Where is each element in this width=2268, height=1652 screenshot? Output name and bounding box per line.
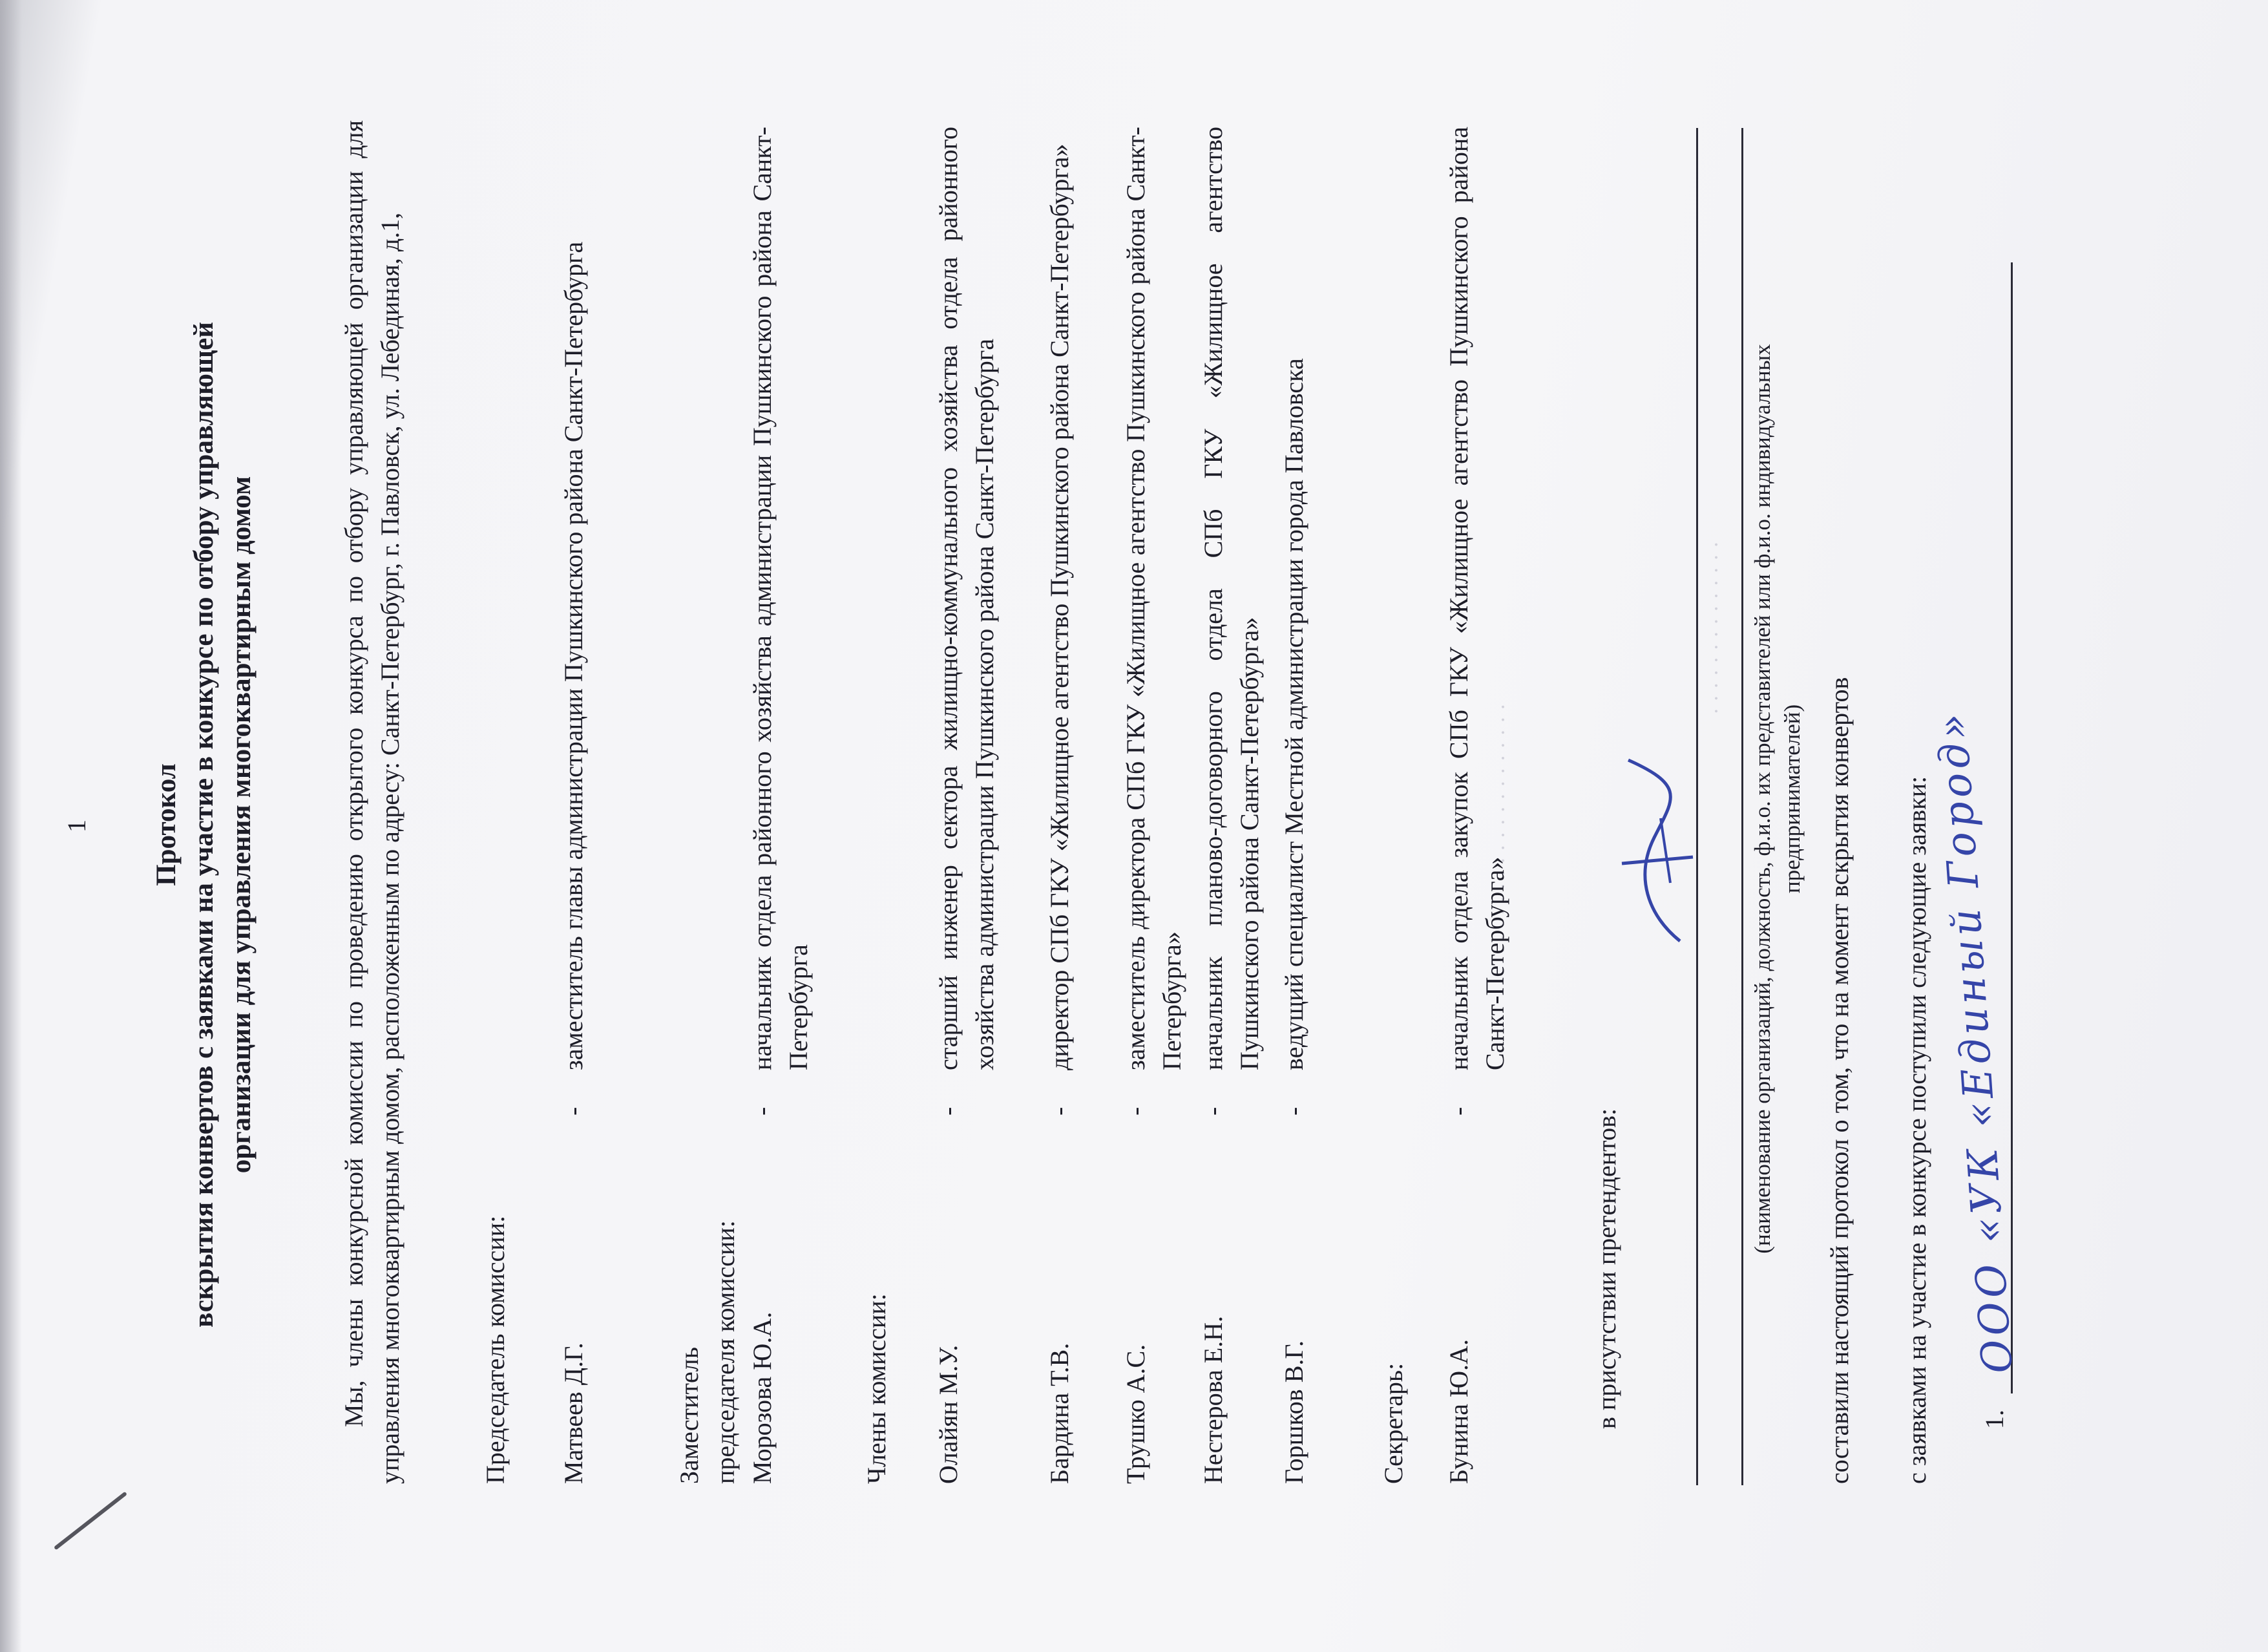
- member-position: заместитель директора СПб ГКУ «Жилищное агентство Пушкинского района Санкт-Петербурга»: [1121, 127, 1186, 1070]
- chairman-label: Председатель комиссии:: [481, 1215, 510, 1484]
- deputy-name: Морозова Ю.А.: [748, 1311, 777, 1484]
- secretary-position: начальник отдела закупок СПб ГКУ «Жилищное агентство Пушкинского района Санкт-Петербурга»: [1444, 127, 1509, 1070]
- statement-text: составили настоящий протокол о том, что на момент вскрытия конвертов: [1825, 677, 1854, 1484]
- member-name: Олайян М.У.: [934, 1344, 963, 1484]
- document-subtitle-line-2: организации для управления многоквартирным домом: [226, 476, 257, 1174]
- presence-line-2: [1741, 128, 1743, 1485]
- member-position: директор СПб ГКУ «Жилищное агентство Пушкинского района Санкт-Петербурга»: [1045, 143, 1074, 1070]
- member-dash: -: [1120, 1107, 1150, 1116]
- presence-caption: (наименование организаций, должность, ф.и.о. их представителей или ф.и.о. индивидуальных предпринимателей): [1750, 344, 1805, 1254]
- member-dash: -: [933, 1107, 962, 1116]
- deputy-label-line-1: Заместитель: [675, 1347, 704, 1484]
- handwritten-scribble: [1609, 747, 1699, 954]
- deputy-label-line-2: председателя комиссии:: [711, 1220, 740, 1484]
- member-dash: -: [1198, 1107, 1227, 1116]
- applications-label: с заявками на участие в конкурсе поступили следующие заявки:: [1902, 776, 1931, 1484]
- member-position: ведущий специалист Местной администрации города Павловска: [1279, 358, 1308, 1070]
- bleed-through-text: · · · · · · · · · · · · · ·: [1705, 540, 1728, 715]
- deputy-dash: -: [747, 1107, 776, 1116]
- member-position: старший инженер сектора жилищно-коммунального хозяйства отдела районного хозяйства администрации Пушкинского района Санкт-Петербурга: [934, 127, 999, 1070]
- member-dash: -: [1044, 1107, 1073, 1116]
- member-name: Трушко А.С.: [1121, 1344, 1150, 1484]
- members-label: Члены комиссии:: [862, 1293, 891, 1484]
- application-number: 1.: [1980, 1410, 2009, 1429]
- secretary-dash: -: [1444, 1107, 1473, 1116]
- document-subtitle-line-1: вскрытия конвертов с заявками на участие в конкурсе по отбору управляющей: [189, 321, 219, 1328]
- presence-line-1: [1696, 128, 1698, 1485]
- secretary-name: Бунина Ю.А.: [1444, 1339, 1473, 1484]
- bleed-through-text: · · · · · · · · · · · · · · · · · · · ·: [1491, 703, 1515, 954]
- member-position: начальник планово-договорного отдела СПб ГКУ «Жилищное агентство Пушкинского района Санкт-Петербурга»: [1199, 127, 1264, 1070]
- member-dash: -: [1279, 1107, 1308, 1116]
- secretary-label: Секретарь:: [1379, 1362, 1408, 1484]
- member-name: Нестерова Е.Н.: [1199, 1315, 1228, 1484]
- intro-paragraph: Мы, члены конкурсной комиссии по проведению открытого конкурса по отбору управляющей организации для управления многоквартирным домом, расположенным по адресу: Санкт-Петербург, г. Павловск, ул. Лебединая, д.1,: [339, 120, 404, 1484]
- chairman-dash: -: [558, 1107, 587, 1116]
- presence-label: в присутствии претендентов:: [1592, 1108, 1621, 1429]
- member-name: Горшков В.Г.: [1279, 1340, 1308, 1484]
- deputy-position: начальник отдела районного хозяйства администрации Пушкинского района Санкт-Петербурга: [748, 127, 813, 1070]
- document-title: Протокол: [151, 763, 182, 886]
- handwritten-application-entry: ООО «УК «Единый Город»: [1928, 708, 2022, 1375]
- chairman-name: Матвеев Д.Г.: [559, 1342, 588, 1484]
- chairman-position: заместитель главы администрации Пушкинского района Санкт-Петербурга: [559, 241, 588, 1070]
- page-number: 1: [62, 820, 91, 832]
- member-name: Бардина Т.В.: [1045, 1342, 1074, 1484]
